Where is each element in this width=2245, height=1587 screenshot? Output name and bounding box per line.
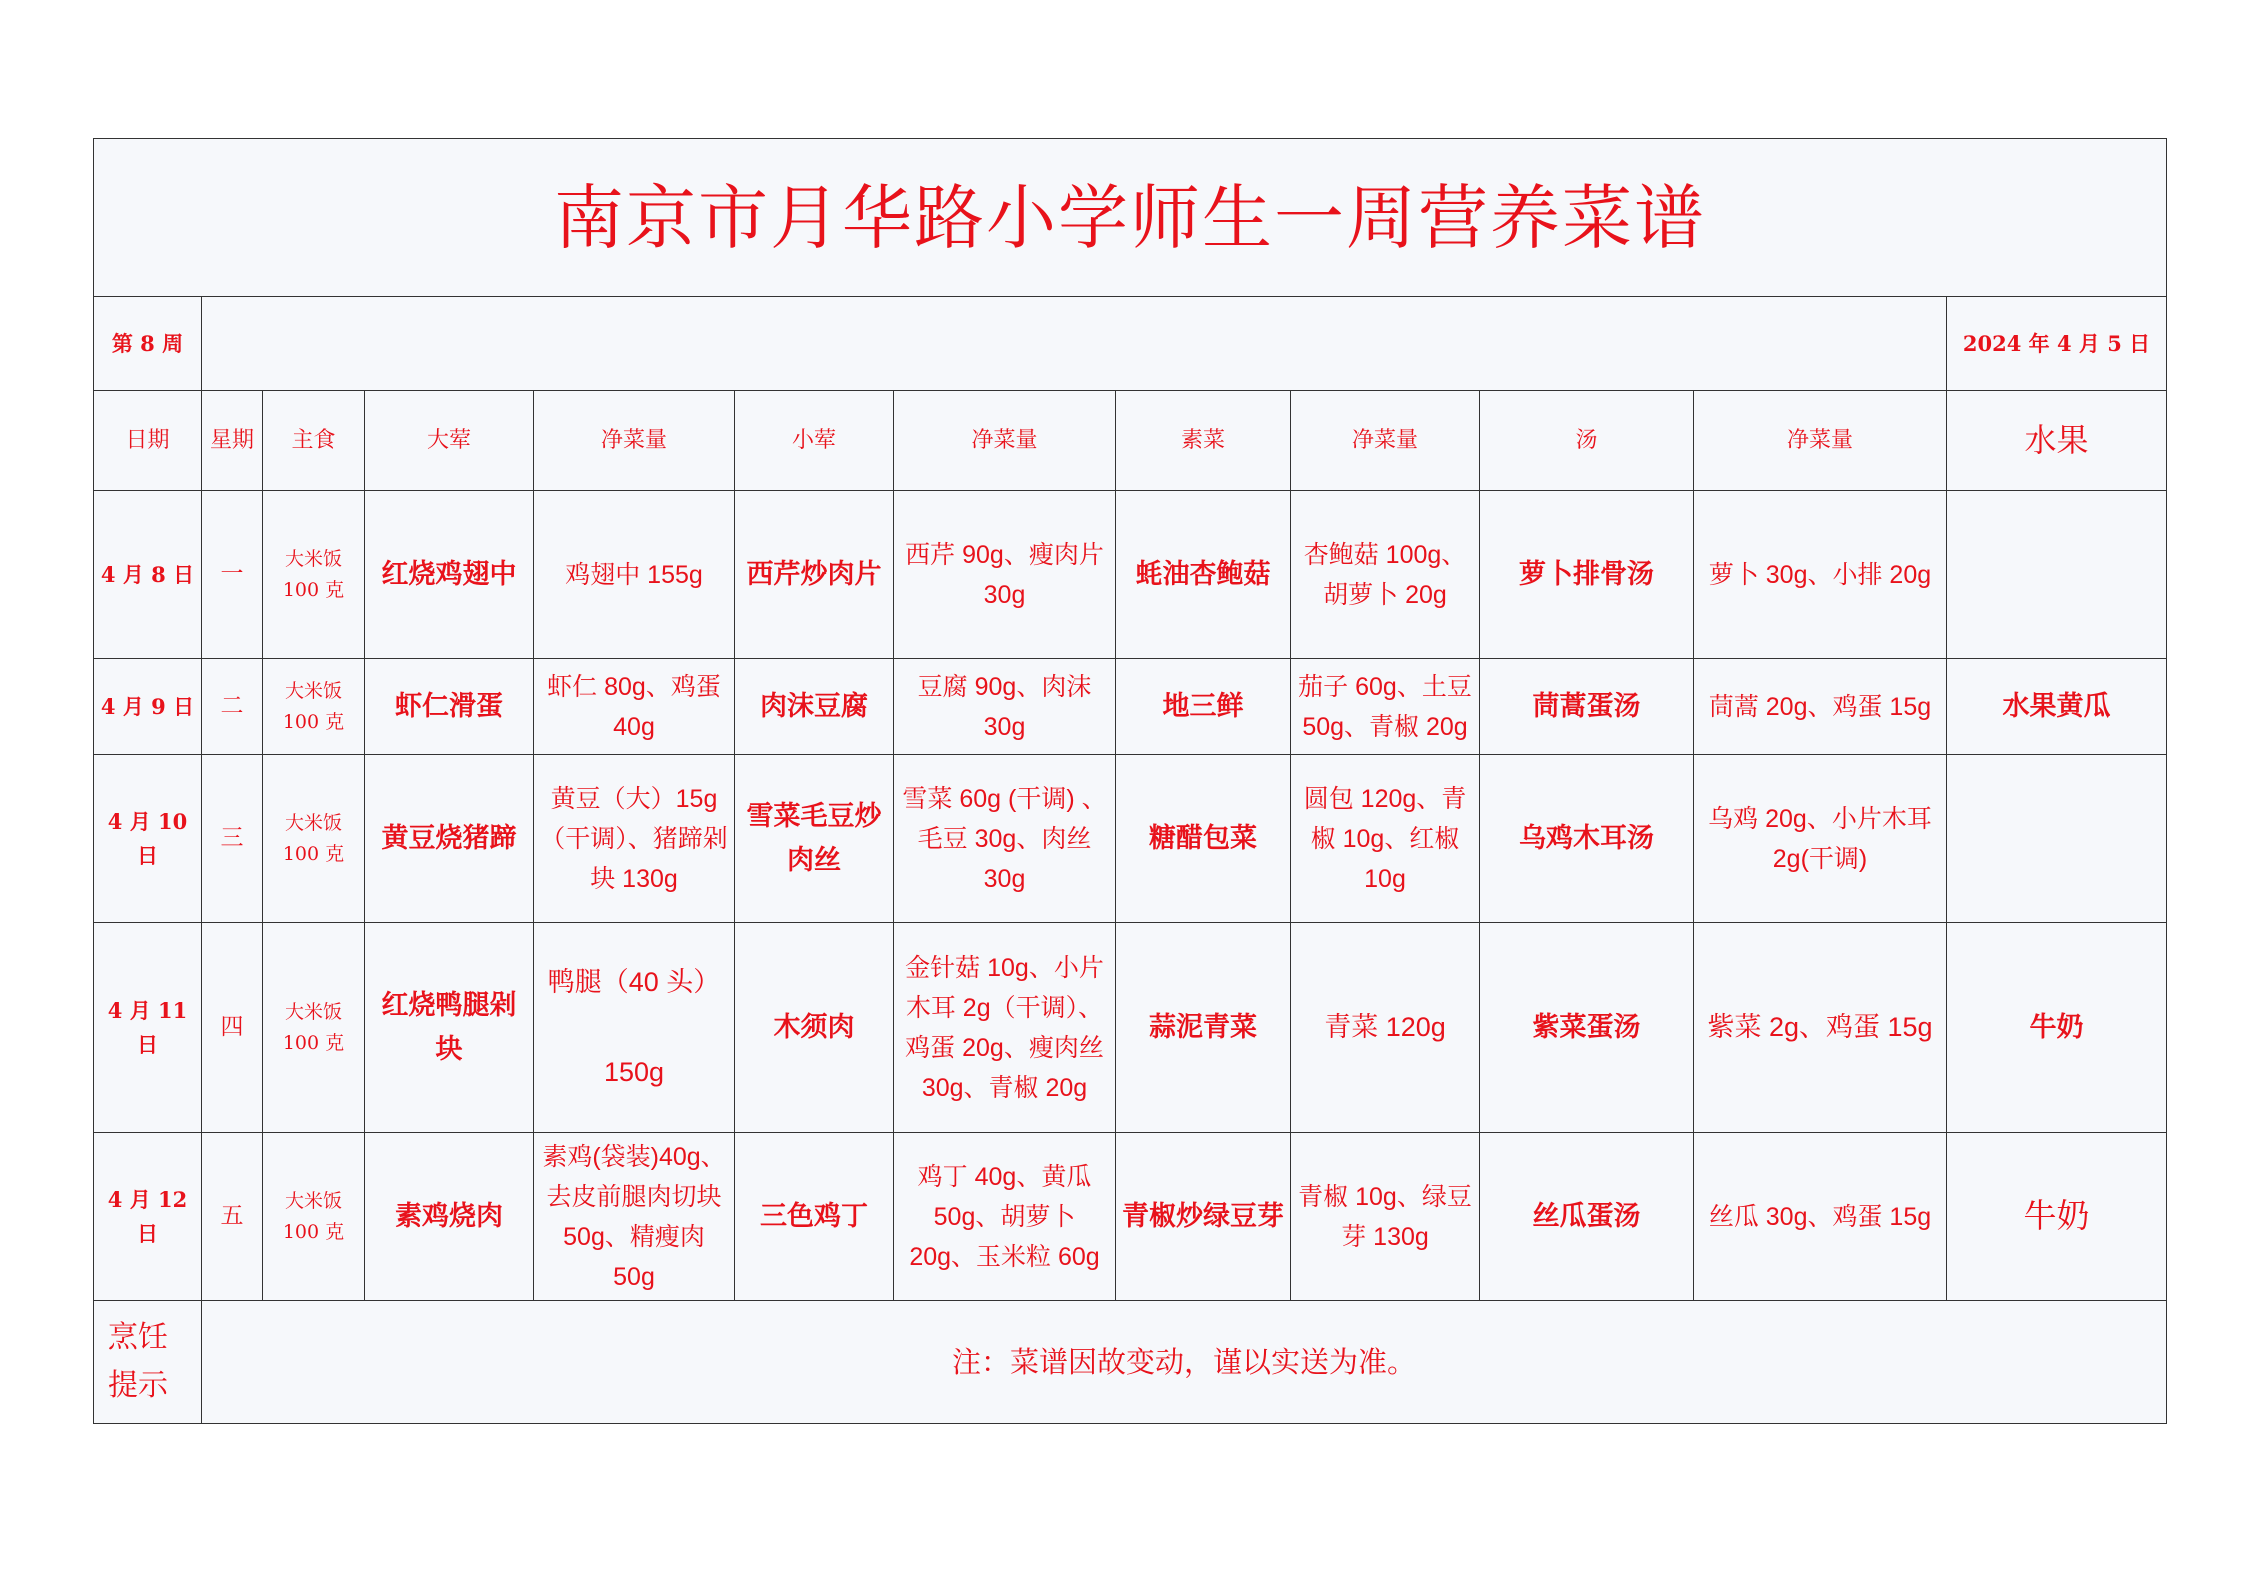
row-side-meat: 三色鸡丁 [735,1133,894,1301]
row-veg-net: 圆包 120g、青椒 10g、红椒 10g [1291,755,1480,923]
tips-note: 注：菜谱因故变动，谨以实送为准。 [202,1301,2167,1424]
row-side-meat-net: 金针菇 10g、小片木耳 2g（干调）、鸡蛋 20g、瘦肉丝 30g、青椒 20g [894,923,1116,1133]
row-soup-net: 丝瓜 30g、鸡蛋 15g [1694,1133,1947,1301]
row-fruit: 牛奶 [1947,1133,2167,1301]
row-fruit [1947,491,2167,659]
table-row [94,659,2167,755]
row-veg: 蚝油杏鲍菇 [1116,491,1291,659]
row-main-meat-net: 黄豆（大）15g（干调）、猪蹄剁块 130g [534,755,735,923]
row-side-meat-net: 西芹 90g、瘦肉片 30g [894,491,1116,659]
row-main-meat: 红烧鸭腿剁块 [365,923,534,1133]
header-date: 日期 [94,391,202,491]
menu-table [93,138,2167,1424]
row-veg: 蒜泥青菜 [1116,923,1291,1133]
row-veg-net: 青菜 120g [1291,923,1480,1133]
row-main-meat-net: 虾仁 80g、鸡蛋 40g [534,659,735,755]
row-main-meat-net: 鸡翅中 155g [534,491,735,659]
info-blank [202,297,1947,391]
row-weekday: 四 [202,923,263,1133]
row-fruit: 牛奶 [1947,923,2167,1133]
row-fruit: 水果黄瓜 [1947,659,2167,755]
table-row [94,923,2167,1133]
row-veg-net: 茄子 60g、土豆 50g、青椒 20g [1291,659,1480,755]
row-side-meat-net: 豆腐 90g、肉沫 30g [894,659,1116,755]
row-soup-net: 乌鸡 20g、小片木耳 2g(干调) [1694,755,1947,923]
row-veg-net: 青椒 10g、绿豆芽 130g [1291,1133,1480,1301]
row-weekday: 三 [202,755,263,923]
row-soup: 萝卜排骨汤 [1480,491,1694,659]
row-soup-net: 茼蒿 20g、鸡蛋 15g [1694,659,1947,755]
header-fruit: 水果 [1947,391,2167,491]
header-main-meat: 大荤 [365,391,534,491]
row-soup: 茼蒿蛋汤 [1480,659,1694,755]
issue-date: 2024 年 4 月 5 日 [1947,297,2167,391]
header-soup: 汤 [1480,391,1694,491]
row-staple: 大米饭 100 克 [263,491,365,659]
header-soup-net: 净菜量 [1694,391,1947,491]
row-date: 4 月 12 日 [94,1133,202,1301]
row-main-meat: 素鸡烧肉 [365,1133,534,1301]
header-veg-net: 净菜量 [1291,391,1480,491]
header-veg: 素菜 [1116,391,1291,491]
row-staple: 大米饭 100 克 [263,923,365,1133]
header-side-meat: 小荤 [735,391,894,491]
row-main-meat-net: 鸭腿（40 头） 150g [534,923,735,1133]
header-weekday: 星期 [202,391,263,491]
header-staple: 主食 [263,391,365,491]
header-row [94,391,2167,491]
row-side-meat: 西芹炒肉片 [735,491,894,659]
row-date: 4 月 8 日 [94,491,202,659]
row-veg: 青椒炒绿豆芽 [1116,1133,1291,1301]
row-date: 4 月 10 日 [94,755,202,923]
row-veg: 地三鲜 [1116,659,1291,755]
table-row [94,1133,2167,1301]
row-staple: 大米饭 100 克 [263,659,365,755]
row-soup: 丝瓜蛋汤 [1480,1133,1694,1301]
row-weekday: 五 [202,1133,263,1301]
row-soup: 紫菜蛋汤 [1480,923,1694,1133]
row-date: 4 月 11 日 [94,923,202,1133]
row-side-meat: 肉沫豆腐 [735,659,894,755]
row-side-meat: 木须肉 [735,923,894,1133]
header-main-meat-net: 净菜量 [534,391,735,491]
row-weekday: 二 [202,659,263,755]
row-main-meat: 红烧鸡翅中 [365,491,534,659]
row-main-meat-net: 素鸡(袋装)40g、去皮前腿肉切块 50g、精瘦肉 50g [534,1133,735,1301]
table-row [94,491,2167,659]
tips-row [94,1301,2167,1424]
row-weekday: 一 [202,491,263,659]
table-row [94,755,2167,923]
row-soup-net: 紫菜 2g、鸡蛋 15g [1694,923,1947,1133]
row-veg-net: 杏鲍菇 100g、胡萝卜 20g [1291,491,1480,659]
header-side-meat-net: 净菜量 [894,391,1116,491]
page-title: 南京市月华路小学师生一周营养菜谱 [94,139,2167,297]
row-main-meat: 黄豆烧猪蹄 [365,755,534,923]
row-main-meat: 虾仁滑蛋 [365,659,534,755]
row-veg: 糖醋包菜 [1116,755,1291,923]
row-staple: 大米饭 100 克 [263,755,365,923]
tips-label: 烹饪提示 [94,1301,202,1424]
week-label: 第 8 周 [94,297,202,391]
row-side-meat-net: 雪菜 60g (干调) 、毛豆 30g、肉丝 30g [894,755,1116,923]
row-fruit [1947,755,2167,923]
row-side-meat: 雪菜毛豆炒肉丝 [735,755,894,923]
row-soup: 乌鸡木耳汤 [1480,755,1694,923]
row-soup-net: 萝卜 30g、小排 20g [1694,491,1947,659]
row-staple: 大米饭 100 克 [263,1133,365,1301]
row-side-meat-net: 鸡丁 40g、黄瓜 50g、胡萝卜 20g、玉米粒 60g [894,1133,1116,1301]
row-date: 4 月 9 日 [94,659,202,755]
